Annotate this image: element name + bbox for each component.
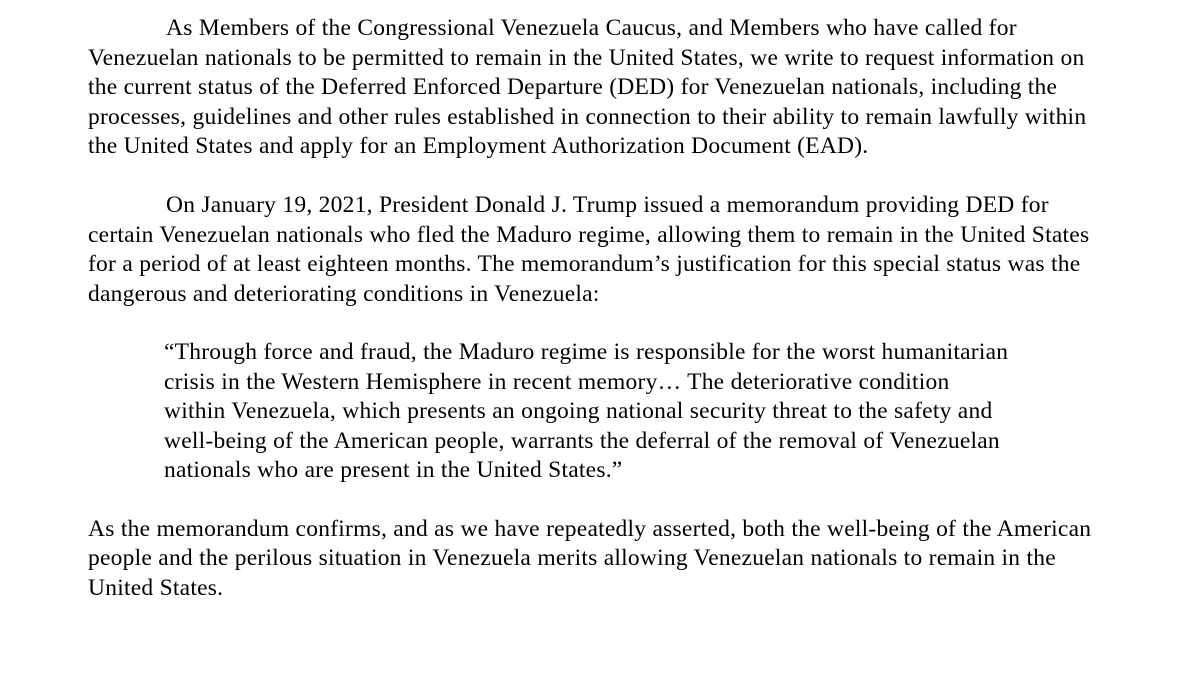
document-body [88,14,1112,603]
paragraph-2: On January 19, 2021, President Donald J. Trump issued a memorandum providing DED for certain Venezuelan nationals who fled the Maduro regime, allowing them to remain in the United States for a period of at least eighteen months. The memorandum’s justification for this special status was the dangerous and deteriorating conditions in Venezuela: [88,192,1090,307]
block-quote-1: “Through force and fraud, the Maduro regime is responsible for the worst humanitarian crisis in the Western Hemisphere in recent memory… The deteriorative condition within Venezuela, which presents an ongoing national security threat to the safety and well-being of the American people, warrants the deferral of the removal of Venezuelan nationals who are present in the United States.” [164,339,1009,483]
paragraph-spacer [88,162,1112,192]
blockquote-spacer-bottom [88,486,1112,515]
paragraph-1: As Members of the Congressional Venezuela Caucus, and Members who have called for Venezuelan nationals to be permitted to remain in the United States, we write to request information on the current status of the Deferred Enforced Departure (DED) for Venezuelan nationals, including the processes, guidelines and other rules established in connection to their ability to remain lawfully within the United States and apply for an Employment Authorization Document (EAD). [88,15,1087,159]
blockquote-spacer-top [88,309,1112,338]
paragraph-3: As the memorandum confirms, and as we have repeatedly asserted, both the well-being of the American people and the perilous situation in Venezuela merits allowing Venezuelan nationals to remain in the United States. [88,515,1092,601]
